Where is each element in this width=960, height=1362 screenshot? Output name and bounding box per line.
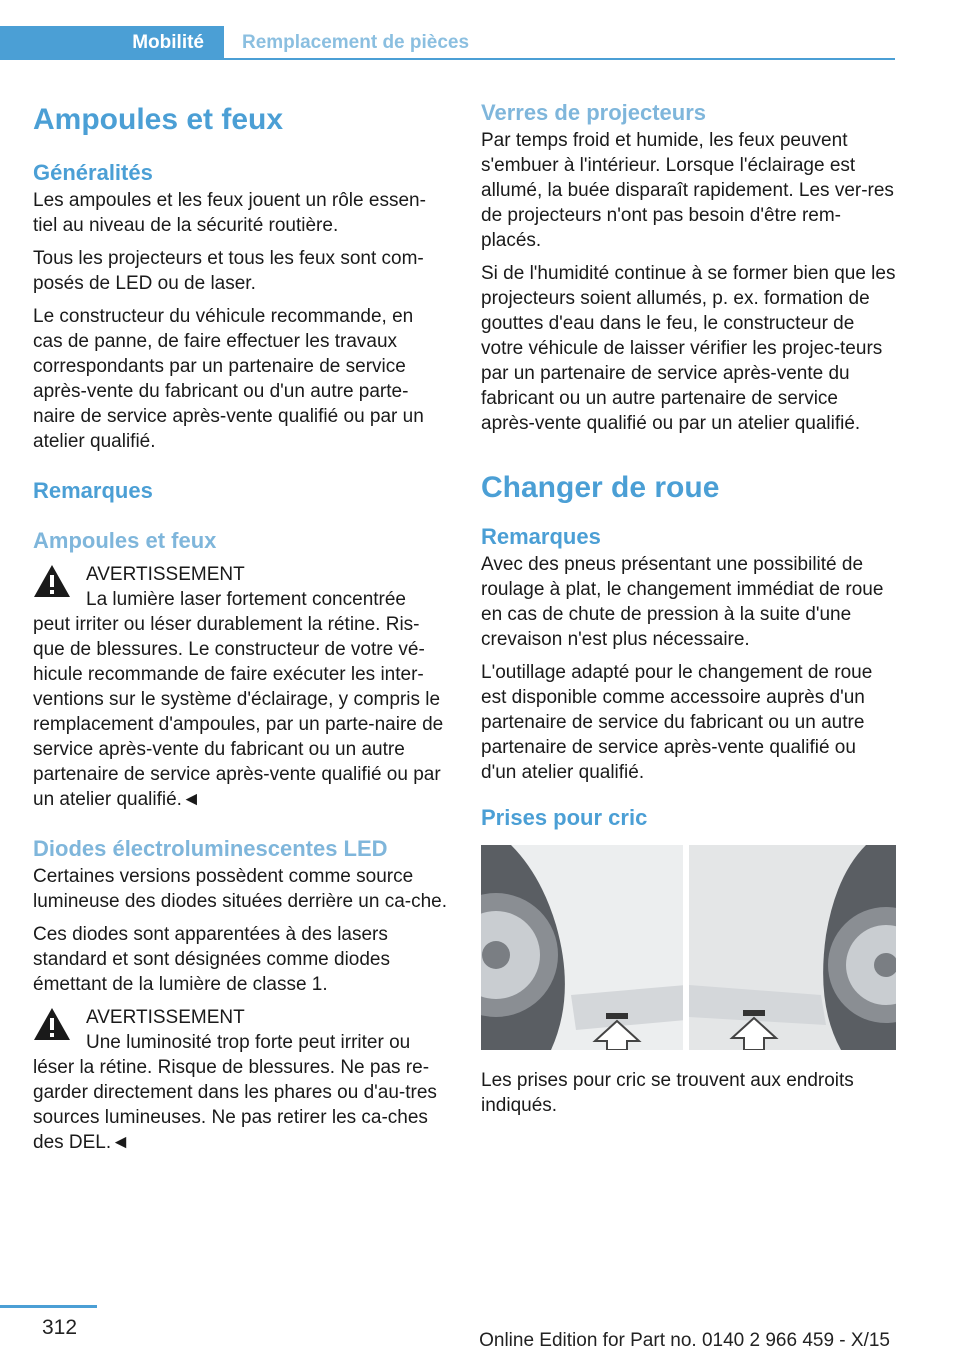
- tab-mobilite-label: Mobilité: [132, 32, 204, 53]
- warning-text: peut irriter ou léser durablement la rétine. Ris-que de blessures. Le constructeur de votre vé-hicule recommande de faire exécuter les inter-ventions sur le système d'éclairage, y compris le remplacement d'ampoules, par un parte-naire de service après-vente du fabricant ou un autre partenaire de service après-vente qualifié ou par un atelier qualifié.◄: [33, 614, 444, 810]
- warning-triangle-icon: [33, 1007, 71, 1041]
- subsection-title-remarques: Remarques: [33, 478, 153, 503]
- warning-label: AVERTISSEMENT: [86, 1007, 245, 1028]
- paragraph: Si de l'humidité continue à se former bien que les projecteurs soient allumés, p. ex. formation de gouttes d'eau dans le feu, le constructeur de votre véhicule de laisser vérifier les projec-teurs par un partenaire de service après-vente du fabricant ou un autre partenaire de service après-vente qualifié ou par un atelier qualifié.: [481, 263, 896, 434]
- paragraph: Tous les projecteurs et tous les feux sont com-posés de LED ou de laser.: [33, 248, 424, 294]
- paragraph: Ces diodes sont apparentées à des lasers standard et sont désignées comme diodes émettant de la lumière de classe 1.: [33, 924, 390, 995]
- tab-remplacement[interactable]: Remplacement de pièces: [242, 32, 470, 53]
- header-tabs: [0, 26, 895, 60]
- warning-first-line: La lumière laser fortement concentrée: [86, 589, 406, 610]
- right-column: [481, 98, 896, 1126]
- tab-mobilite[interactable]: [0, 26, 224, 60]
- warning-first-line: Une luminosité trop forte peut irriter ou: [86, 1032, 411, 1053]
- warning-label: AVERTISSEMENT: [86, 564, 245, 585]
- footer-rule: [0, 1305, 97, 1308]
- image-caption: Les prises pour cric se trouvent aux endroits indiqués.: [481, 1070, 854, 1116]
- section-title-changer-roue: Changer de roue: [481, 471, 720, 504]
- subsection-title-generalites: Généralités: [33, 160, 153, 185]
- left-column: [33, 98, 448, 1163]
- warning-triangle-icon: [33, 564, 71, 598]
- paragraph: Avec des pneus présentant une possibilité de roulage à plat, le changement immédiat de roue en cas de chute de pression à la suite d'une crevaison n'est plus nécessaire.: [481, 554, 884, 650]
- subheading-verres: Verres de projecteurs: [481, 100, 707, 125]
- paragraph: Par temps froid et humide, les feux peuvent s'embuer à l'intérieur. Lorsque l'éclairage est allumé, la buée disparaît rapidement. Les ver-res de projecteurs n'ont pas besoin d'être rem-placés.: [481, 130, 894, 251]
- warning-block: [33, 562, 448, 812]
- footer-edition: Online Edition for Part no. 0140 2 966 459 - X/15: [479, 1330, 890, 1351]
- subheading-ampoules-feux: Ampoules et feux: [33, 528, 217, 553]
- warning-text: léser la rétine. Risque de blessures. Ne pas re-garder directement dans les phares ou d'au-tres sources lumineuses. Ne pas retirer les ca-ches des DEL.◄: [33, 1057, 437, 1153]
- subsection-title-prises-cric: Prises pour cric: [481, 805, 648, 830]
- section-title-ampoules: Ampoules et feux: [33, 103, 284, 136]
- page-number: 312: [42, 1316, 78, 1339]
- paragraph: Les ampoules et les feux jouent un rôle essen-tiel au niveau de la sécurité routière.: [33, 190, 426, 236]
- paragraph: Le constructeur du véhicule recommande, en cas de panne, de faire effectuer les travaux correspondants par un partenaire de service après-vente du fabricant ou d'un autre parte-naire de service après-vente qualifié ou par un atelier qualifié.: [33, 306, 424, 452]
- jack-points-image: [481, 845, 896, 1050]
- header-rule: [224, 58, 895, 60]
- subsection-title-remarques: Remarques: [481, 524, 601, 549]
- subheading-diodes: Diodes électroluminescentes LED: [33, 836, 388, 861]
- paragraph: L'outillage adapté pour le changement de roue est disponible comme accessoire auprès d'un partenaire de service du fabricant ou un autre partenaire de service après-vente qualifié ou d'un atelier qualifié.: [481, 662, 873, 783]
- warning-block: [33, 1005, 448, 1155]
- paragraph: Certaines versions possèdent comme source lumineuse des diodes situées derrière un ca-che.: [33, 866, 448, 912]
